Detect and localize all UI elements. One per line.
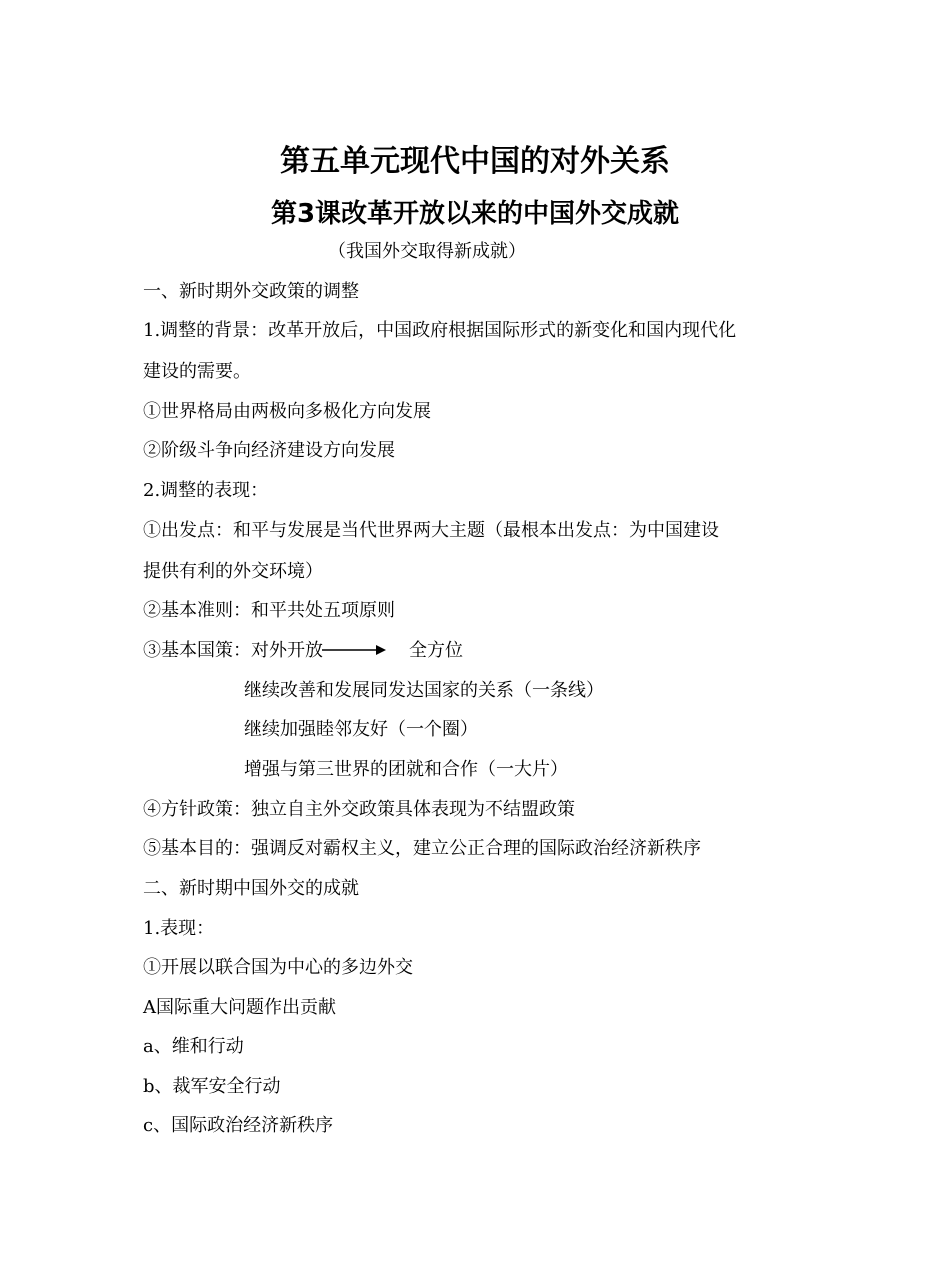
list-item: a、维和行动 <box>143 1036 244 1057</box>
list-item: ⑤基本目的：强调反对霸权主义，建立公正合理的国际政治经济新秩序 <box>143 838 701 859</box>
indented-item: 增强与第三世界的团就和合作（一大片） <box>244 759 568 780</box>
policy-tail: 全方位 <box>409 640 463 661</box>
list-item: b、裁军安全行动 <box>143 1076 281 1097</box>
list-item: ②基本准则：和平共处五项原则 <box>143 600 395 621</box>
list-item: ③基本国策：对外开放 <box>143 640 323 661</box>
lesson-title: 第3课改革开放以来的中国外交成就 <box>270 199 680 229</box>
list-item: A国际重大问题作出贡献 <box>143 997 336 1018</box>
list-item: ②阶级斗争向经济建设方向发展 <box>143 440 395 461</box>
right-arrow-icon <box>322 640 392 660</box>
indented-item: 继续改善和发展同发达国家的关系（一条线） <box>244 680 604 701</box>
list-item: ④方针政策：独立自主外交政策具体表现为不结盟政策 <box>143 799 575 820</box>
unit-title: 第五单元现代中国的对外关系 <box>280 144 670 179</box>
section-heading-1: 一、新时期外交政策的调整 <box>143 281 359 302</box>
indented-item: 继续加强睦邻友好（一个圈） <box>244 719 478 740</box>
section-heading-2: 二、新时期中国外交的成就 <box>143 878 359 899</box>
subheading: 2.调整的表现： <box>143 480 269 501</box>
lesson-subtitle: （我国外交取得新成就） <box>328 241 526 262</box>
list-item: c、国际政治经济新秩序 <box>143 1115 334 1136</box>
list-item: ①世界格局由两极向多极化方向发展 <box>143 401 431 422</box>
list-item: ①出发点：和平与发展是当代世界两大主题（最根本出发点：为中国建设 <box>143 520 719 541</box>
paragraph-line: 1.调整的背景：改革开放后，中国政府根据国际形式的新变化和国内现代化 <box>143 320 737 341</box>
list-item: ①开展以联合国为中心的多边外交 <box>143 957 413 978</box>
paragraph-line: 提供有利的外交环境） <box>143 561 323 582</box>
paragraph-line: 建设的需要。 <box>143 361 251 382</box>
subheading: 1.表现： <box>143 918 215 939</box>
